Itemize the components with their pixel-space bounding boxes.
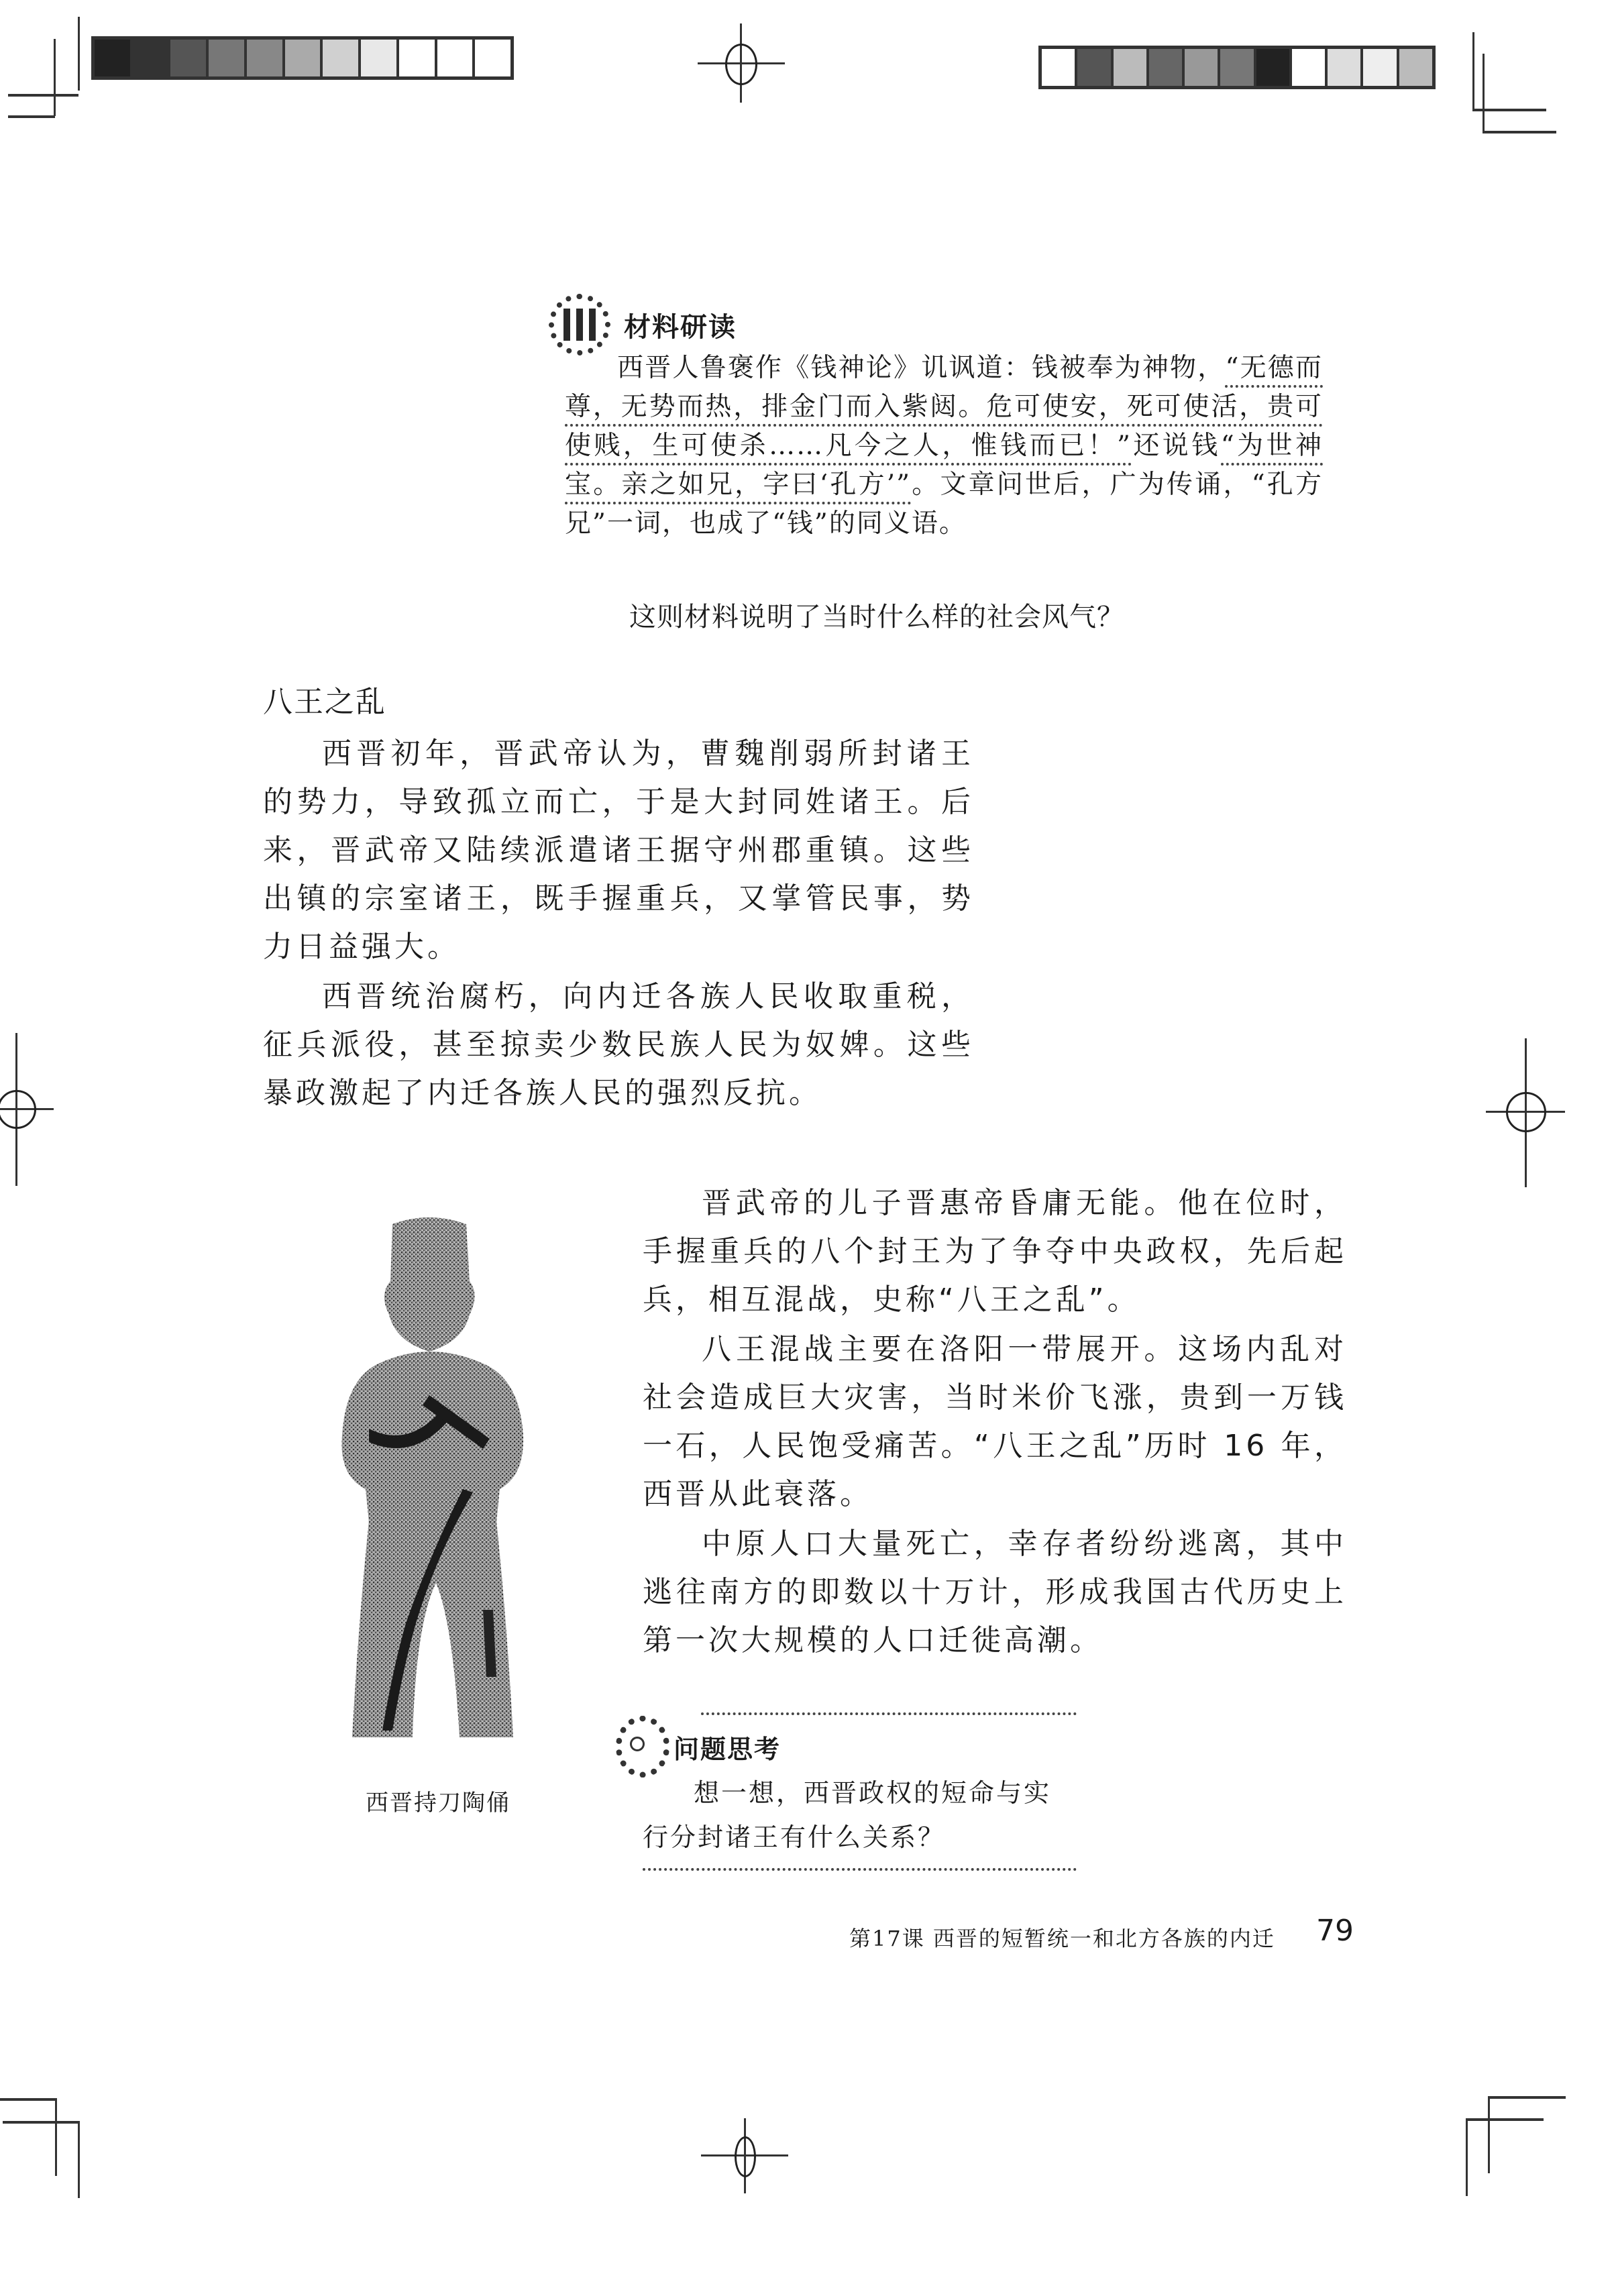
material-quote-2: “为世神宝。亲之如兄，字曰‘孔方’”	[565, 431, 1323, 504]
section-text-right	[643, 1179, 1347, 1665]
material-reading-icon	[549, 294, 610, 356]
thinking-question-text: 想一想，西晋政权的短命与实行分封诸王有什么关系？	[643, 1778, 1052, 1852]
divider-top	[701, 1712, 1077, 1715]
figurine-image	[329, 1207, 537, 1771]
thinking-header	[616, 1716, 781, 1778]
material-question: 这则材料说明了当时什么样的社会风气？	[629, 602, 1124, 633]
figure-caption: 西晋持刀陶俑	[366, 1790, 510, 1816]
thinking-icon	[616, 1716, 669, 1778]
paragraph: 八王混战主要在洛阳一带展开。这场内乱对社会造成巨大灾害，当时米价飞涨，贵到一万钱一石，人民饱受痛苦。“八王之乱”历时 16 年，西晋从此衰落。	[643, 1332, 1347, 1511]
lesson-footer: 第17课 西晋的短暂统一和北方各族的内迁	[849, 1926, 1275, 1951]
material-text-end: 。文章问世后，广为传诵，“孔方兄”一词，也成了“钱”的同义语。	[565, 470, 1323, 539]
paragraph: 西晋统治腐朽，向内迁各族人民收取重税，征兵派役，甚至掠卖少数民族人民为奴婢。这些暴政激起了内迁各族人民的强烈反抗。	[263, 979, 974, 1110]
section-title: 八王之乱	[263, 685, 386, 719]
material-reading-header	[549, 294, 737, 356]
registration-mark-left	[0, 1033, 55, 1187]
registration-mark-bottom	[701, 2118, 788, 2195]
paragraph: 西晋初年，晋武帝认为，曹魏削弱所封诸王的势力，导致孤立而亡，于是大封同姓诸王。后来，晋武帝又陆续派遣诸王据守州郡重镇。这些出镇的宗室诸王，既手握重兵，又掌管民事，势力日益强大。	[263, 736, 974, 964]
material-reading-label: 材料研读	[624, 311, 737, 343]
material-text-intro: 西晋人鲁褒作《钱神论》讥讽道：钱被奉为神物，	[617, 353, 1226, 383]
thinking-label: 问题思考	[674, 1734, 782, 1764]
material-text-mid: 还说钱	[1131, 431, 1221, 461]
material-quote-1: “无德而尊，无势而热，排金门而入紫闼。危可使安，死可使活，贵可使贱，生可使杀……凡今之人，惟钱而已！”	[565, 353, 1323, 466]
divider-bottom	[643, 1868, 1077, 1871]
registration-mark-right	[1486, 1038, 1566, 1189]
color-scale-bar-right	[1038, 46, 1436, 89]
registration-mark-top	[698, 23, 785, 104]
material-reading-text	[565, 349, 1323, 543]
paragraph: 中原人口大量死亡，幸存者纷纷逃离，其中逃往南方的即数以十万计，形成我国古代历史上第一次大规模的人口迁徙高潮。	[643, 1527, 1347, 1657]
paragraph: 晋武帝的儿子晋惠帝昏庸无能。他在位时，手握重兵的八个封王为了争夺中央政权，先后起兵，相互混战，史称“八王之乱”。	[643, 1186, 1347, 1317]
gray-scale-bar-left	[91, 36, 514, 80]
thinking-question	[643, 1771, 1072, 1859]
page-number: 79	[1316, 1914, 1354, 1948]
section-text-left	[263, 730, 974, 1117]
